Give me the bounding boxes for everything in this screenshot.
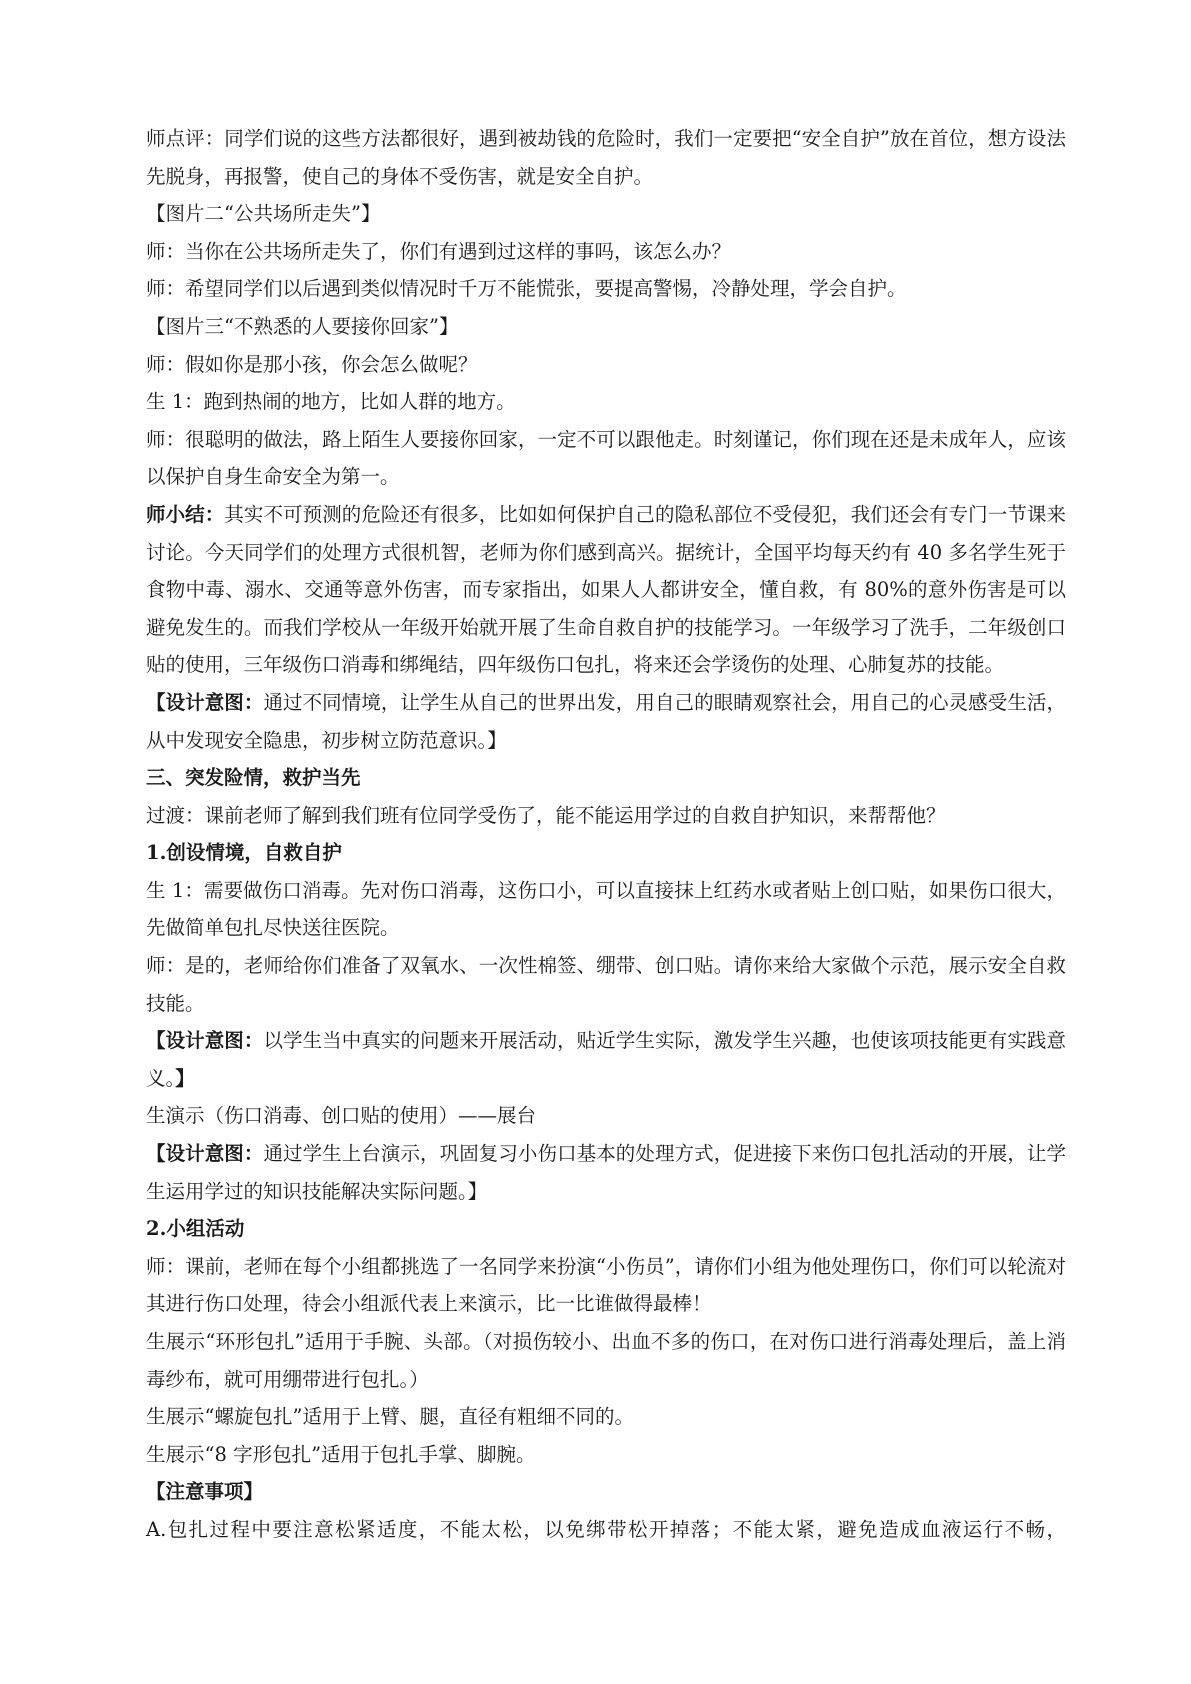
paragraph-teacher-response (146, 421, 1066, 496)
paragraph-ring-bandage (146, 1323, 1066, 1398)
paragraph-text: 【图片三“不熟悉的人要接你回家”】 (146, 314, 459, 338)
paragraph-picture-two-title (146, 195, 1066, 233)
paragraph-text: 【图片二“公共场所走失”】 (146, 202, 381, 226)
paragraph-text: 通过学生上台演示，巩固复习小伤口基本的处理方式，促进接下来伤口包扎活动的开展，让学生运用学过的知识技能解决实际问题。】 (146, 1142, 1066, 1203)
paragraph-teacher-summary (146, 496, 1066, 684)
paragraph-student-demo (146, 1097, 1066, 1135)
paragraph-student-answer (146, 383, 1066, 421)
heading-text: 【注意事项】 (146, 1480, 264, 1504)
paragraph-text: 师：很聪明的做法，路上陌生人要接你回家，一定不可以跟他走。时刻谨记，你们现在还是未成年人，应该以保护自身生命安全为第一。 (146, 427, 1066, 489)
paragraph-text: A.包扎过程中要注意松紧适度，不能太松，以免绑带松开掉落；不能太紧，避免造成血液运行不畅， (146, 1517, 1066, 1541)
paragraph-design-intent-1 (146, 684, 1066, 759)
paragraph-text: 师：是的，老师给你们准备了双氧水、一次性棉签、绷带、创口贴。请你来给大家做个示范，展示安全自救技能。 (146, 954, 1066, 1015)
paragraph-text: 师：当你在公共场所走失了，你们有遇到过这样的事吗，该怎么办？ (146, 239, 732, 263)
paragraph-teacher-materials (146, 947, 1066, 1022)
paragraph-note-a (146, 1511, 1066, 1549)
paragraph-text: 生展示“环形包扎”适用于手腕、头部。（对损伤较小、出血不多的伤口，在对伤口进行消毒处理后，盖上消毒纱布，就可用绷带进行包扎。） (146, 1330, 1066, 1391)
paragraph-text: 师：假如你是那小孩，你会怎么做呢？ (146, 352, 478, 376)
paragraph-lead: 【设计意图： (146, 1142, 264, 1166)
paragraph-tail: 】 (175, 1066, 195, 1090)
heading-text: 三、突发险情，救护当先 (146, 766, 361, 790)
paragraph-text: 生演示（伤口消毒、创口贴的使用）——展台 (146, 1104, 537, 1128)
paragraph-text: 生展示“8 字形包扎”适用于包扎手掌、脚腕。 (146, 1442, 536, 1466)
paragraph-figure-eight-bandage (146, 1436, 1066, 1474)
paragraph-lead: 【设计意图： (146, 1029, 264, 1053)
paragraph-teacher-question-2 (146, 346, 1066, 384)
paragraph-teacher-question (146, 233, 1066, 271)
paragraph-student-disinfect (146, 872, 1066, 947)
section-heading-three (146, 759, 1066, 797)
paragraph-text: 通过不同情境，让学生从自己的世界出发，用自己的眼睛观察社会，用自己的心灵感受生活，从中发现安全隐患，初步树立防范意识。】 (146, 690, 1066, 752)
heading-text: 2.小组活动 (146, 1217, 245, 1241)
paragraph-teacher-advice (146, 270, 1066, 308)
paragraph-text: 其实不可预测的危险还有很多，比如如何保护自己的隐私部位不受侵犯，我们还会有专门一节课来讨论。今天同学们的处理方式很机智，老师为你们感到高兴。据统计，全国平均每天约有 40 多名学生死于食物中毒、溺水、交通等意外伤害，而专家指出，如果人人都讲安全，懂自救，有 80%的意外伤害是可以避免发生的。而我们学校从一年级开始就开展了生命自救自护的技能学习。一年级学习了洗手，二年级创口贴的使用，三年级伤口消毒和绑绳结，四年级伤口包扎，将来还会学烫伤的处理、心肺复苏的技能。 (146, 502, 1066, 677)
paragraph-text: 师：课前，老师在每个小组都挑选了一名同学来扮演“小伤员”，请你们小组为他处理伤口，你们可以轮流对其进行伤口处理，待会小组派代表上来演示，比一比谁做得最棒！ (146, 1254, 1066, 1316)
paragraph-text: 以学生当中真实的问题来开展活动，贴近学生实际，激发学生兴趣，也使该项技能更有实践意义。 (146, 1029, 1066, 1090)
paragraph-design-intent-2 (146, 1022, 1066, 1097)
notes-heading (146, 1473, 1066, 1511)
paragraph-transition (146, 797, 1066, 835)
document-body (146, 120, 1066, 1549)
paragraph-text: 过渡：课前老师了解到我们班有位同学受伤了，能不能运用学过的自救自护知识，来帮帮他？ (146, 803, 946, 827)
heading-text: 1.创设情境，自救自护 (146, 841, 342, 865)
paragraph-text: 师：希望同学们以后遇到类似情况时千万不能慌张，要提高警惕，冷静处理，学会自护。 (146, 277, 907, 301)
paragraph-design-intent-3 (146, 1135, 1066, 1210)
paragraph-lead: 【设计意图： (146, 690, 264, 714)
paragraph-spiral-bandage (146, 1398, 1066, 1436)
paragraph-text: 生 1：需要做伤口消毒。先对伤口消毒，这伤口小，可以直接抹上红药水或者贴上创口贴，如果伤口很大，先做简单包扎尽快送往医院。 (146, 878, 1066, 940)
paragraph-lead: 师小结： (146, 502, 225, 526)
paragraph-group-activity (146, 1248, 1066, 1323)
paragraph-text: 师点评：同学们说的这些方法都很好，遇到被劫钱的危险时，我们一定要把“安全自护”放在首位，想方设法先脱身，再报警，使自己的身体不受伤害，就是安全自护。 (146, 127, 1066, 188)
paragraph-text: 生展示“螺旋包扎”适用于上臂、腿，直径有粗细不同的。 (146, 1405, 634, 1429)
paragraph-picture-three-title (146, 308, 1066, 346)
subsection-heading-1 (146, 834, 1066, 872)
paragraph-teacher-comment (146, 120, 1066, 195)
subsection-heading-2 (146, 1210, 1066, 1248)
paragraph-text: 生 1：跑到热闹的地方，比如人群的地方。 (146, 390, 516, 414)
